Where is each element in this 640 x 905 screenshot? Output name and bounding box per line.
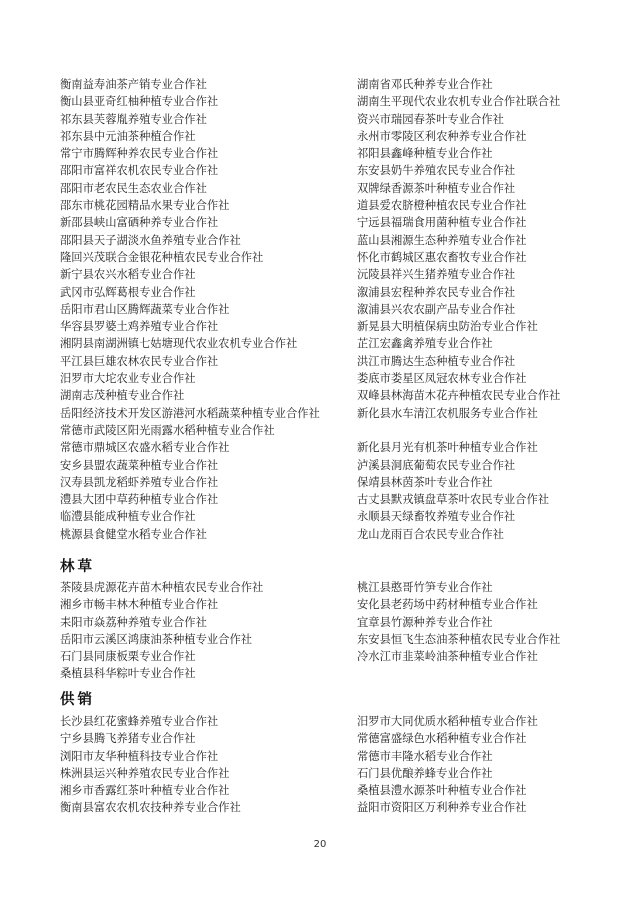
list-item: 道县爱农脐橙种植农民专业合作社 [357,199,527,213]
list-item: 宜章县竹源种养专业合作社 [357,615,493,629]
section-heading-supply-marketing: 供销 [60,692,95,708]
list-item: 岳阳经济技术开发区游港河水稻蔬菜种植专业合作社 [60,406,320,420]
list-item: 常德富盛绿色水稻种植专业合作社 [357,732,527,746]
list-item: 澧县大团中草药种植专业合作社 [60,493,219,507]
list-item: 岳阳市君山区腾辉蔬菜专业合作社 [60,302,230,316]
list-item: 泸溪县洞底葡萄农民专业合作社 [357,458,516,472]
list-item: 祁阳县鑫峰种植专业合作社 [357,147,493,161]
list-item: 桃江县憨哥竹笋专业合作社 [357,581,493,594]
list-item: 湘乡市畅丰林木种植专业合作社 [60,598,219,612]
list-item: 龙山龙雨百合农民专业合作社 [357,527,504,541]
right-column [357,76,600,543]
section-heading-forestry: 林草 [60,559,95,575]
cooperative-list-section-1 [60,76,600,543]
list-item: 桃源县食健堂水稻专业合作社 [60,527,207,541]
list-item: 双峰县林海苗木花卉种植农民专业合作社 [357,389,561,403]
list-item: 宁远县福瑞食用菌种植专业合作社 [357,216,527,230]
page-number: 20 [313,839,327,850]
list-item: 桑植县科华粽叶专业合作社 [60,667,196,681]
list-item: 茶陵县虎源花卉苗木种植农民专业合作社 [60,581,264,594]
list-item: 新宁县农兴水稻专业合作社 [60,268,196,282]
list-item: 宁乡县腾飞养猪专业合作社 [60,732,196,746]
list-item: 湖南省邓氏种养专业合作社 [357,78,493,91]
list-item: 桑植县澧水源茶叶种植专业合作社 [357,784,527,798]
list-item: 新化县水车清江农机服务专业合作社 [357,406,538,420]
right-column [357,579,600,683]
list-item: 东安县恒飞生态油茶种植农民专业合作社 [357,632,561,646]
list-item: 娄底市娄星区凤冠农林专业合作社 [357,372,527,386]
list-item: 常德市丰隆水稻专业合作社 [357,749,493,763]
list-item: 新化县月光有机茶叶种植专业合作社 [357,441,538,455]
list-item: 平江县巨雄农林农民专业合作社 [60,354,219,368]
list-item: 邵阳市富祥农机农民专业合作社 [60,164,219,178]
list-item: 岳阳市云溪区鸿康油茶种植专业合作社 [60,632,253,646]
list-item: 益阳市资阳区万利种养专业合作社 [357,801,527,815]
left-column [60,713,357,817]
list-item: 武冈市弘辉葛根专业合作社 [60,285,196,299]
list-item: 石门县优酿养蜂专业合作社 [357,766,493,780]
list-item: 常宁市腾辉种养农民专业合作社 [60,147,219,161]
list-item: 蓝山县湘源生态种养殖专业合作社 [357,233,527,247]
list-item: 耒阳市焱荔种养殖专业合作社 [60,615,207,629]
list-item: 浏阳市友华种植科技专业合作社 [60,749,219,763]
list-item: 石门县同康板栗专业合作社 [60,650,196,664]
list-item: 永州市零陵区利农种养专业合作社 [357,129,527,143]
list-item: 华容县罗婆土鸡养殖专业合作社 [60,320,219,334]
list-item: 资兴市瑞园春茶叶专业合作社 [357,112,504,126]
list-item: 常德市武陵区阳光雨露水稻种植专业合作社 [60,423,275,437]
list-item: 临澧县能成种植专业合作社 [60,510,196,524]
list-item: 新晃县大明植保病虫防治专业合作社 [357,320,538,334]
right-column [357,713,600,817]
list-item: 汨罗市大同优质水稻种植专业合作社 [357,715,538,728]
list-item: 湘阴县南湖洲镇七姑塘现代农业农机专业合作社 [60,337,298,351]
list-item: 双牌绿香源茶叶种植专业合作社 [357,181,516,195]
list-item: 祁东县中元油茶种植合作社 [60,129,196,143]
list-item: 永顺县天绿畜牧养殖专业合作社 [357,510,516,524]
list-item: 芷江宏鑫禽养殖专业合作社 [357,337,493,351]
list-item: 汉寿县凯龙稻虾养殖专业合作社 [60,475,219,489]
list-item: 隆回兴茂联合金银花种植农民专业合作社 [60,250,264,264]
list-item: 湖南志茂种植专业合作社 [60,389,185,403]
list-item: 怀化市鹤城区惠农畜牧专业合作社 [357,250,527,264]
list-item: 保靖县林茵茶叶专业合作社 [357,475,493,489]
list-item: 安化县老药场中药材种植专业合作社 [357,598,538,612]
list-item: 长沙县红花蜜蜂养殖专业合作社 [60,715,219,728]
left-column [60,76,357,543]
list-item: 衡山县亚奇红柚种植专业合作社 [60,95,219,109]
cooperative-list-section-2 [60,579,600,683]
list-item: 汨罗市大坨农业专业合作社 [60,372,196,386]
list-item: 古丈县默戎镇盘草茶叶农民专业合作社 [357,493,550,507]
list-item: 湘乡市香露红茶叶种植专业合作社 [60,784,230,798]
list-item: 沅陵县祥兴生猪养殖专业合作社 [357,268,516,282]
list-item: 祁东县芙蓉胤养殖专业合作社 [60,112,207,126]
list-item: 溆浦县宏程种养农民专业合作社 [357,285,516,299]
list-item: 东安县奶牛养殖农民专业合作社 [357,164,516,178]
list-item: 常德市鼎城区农盛水稻专业合作社 [60,441,230,455]
list-item: 衡南县富农农机农技种养专业合作社 [60,801,241,815]
list-item: 新邵县峡山富硒种养专业合作社 [60,216,219,230]
list-item: 湖南生平现代农业农机专业合作社联合社 [357,95,561,109]
list-item: 衡南益寿油茶产销专业合作社 [60,78,207,91]
left-column [60,579,357,683]
list-item: 株洲县运兴种养殖农民专业合作社 [60,766,230,780]
list-item: 冷水江市韭菜岭油茶种植专业合作社 [357,650,538,664]
cooperative-list-section-3 [60,713,600,817]
list-item: 洪江市腾达生态种植专业合作社 [357,354,516,368]
list-item: 邵东市桃花园精品水果专业合作社 [60,199,230,213]
list-item: 邵阳市老农民生态农业合作社 [60,181,207,195]
list-item: 邵阳县天子湖淡水鱼养殖专业合作社 [60,233,241,247]
list-item: 安乡县盟农蔬菜种植专业合作社 [60,458,219,472]
list-item: 溆浦县兴农农副产品专业合作社 [357,302,516,316]
